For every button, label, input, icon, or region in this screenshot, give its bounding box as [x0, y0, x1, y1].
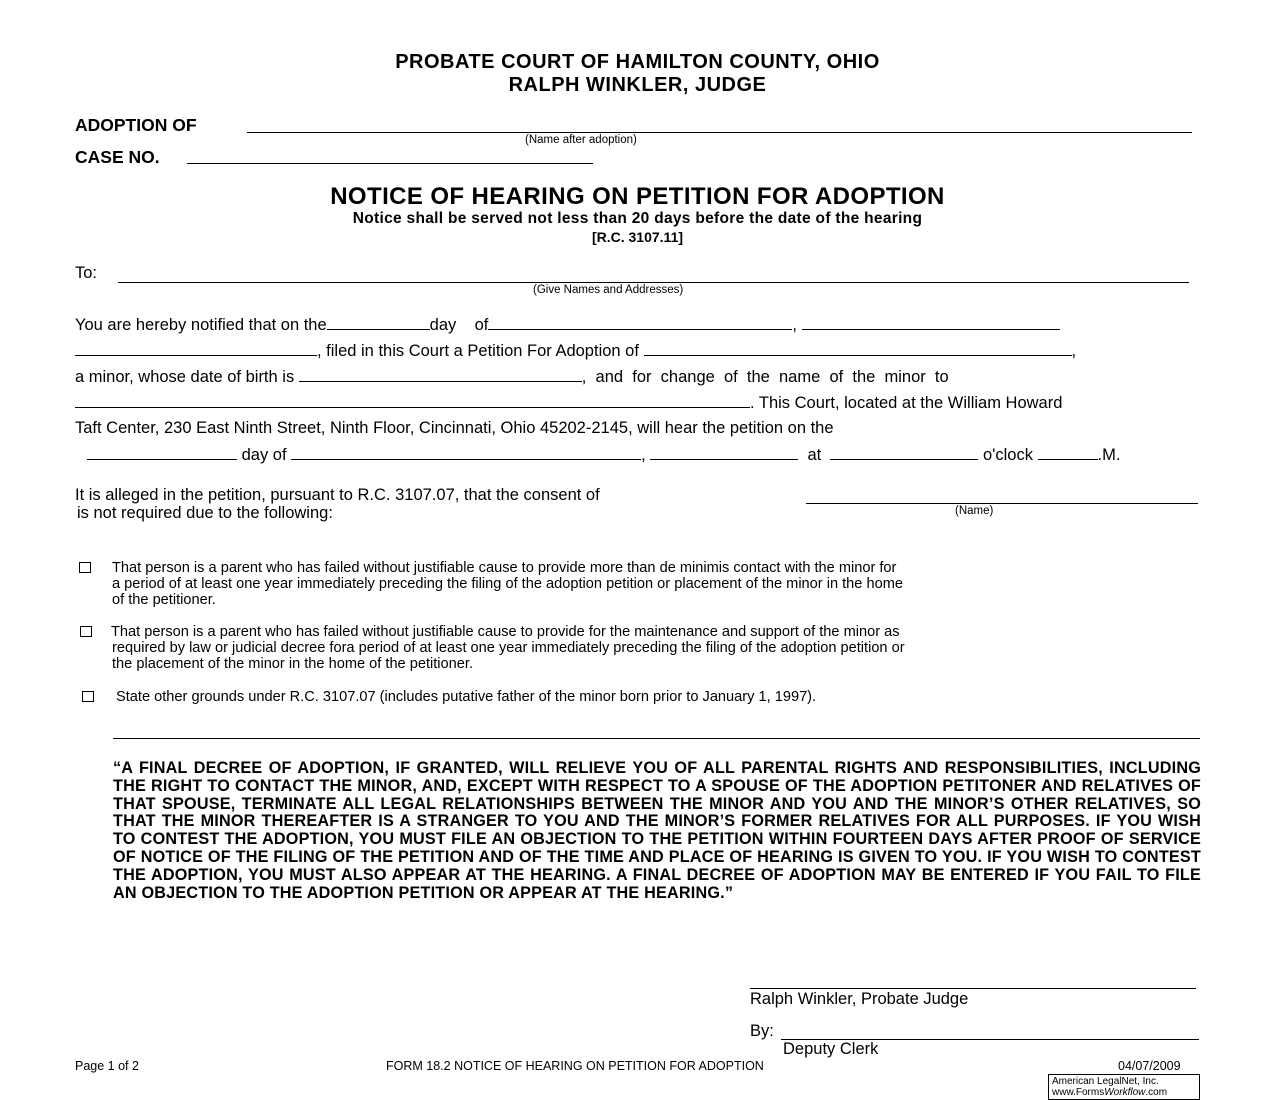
- body-line-2: [75, 341, 1076, 361]
- am-pm-field[interactable]: [1038, 445, 1098, 460]
- ground-3-text: [116, 689, 816, 705]
- body-line-1: [75, 315, 1060, 335]
- hearing-year-field[interactable]: [650, 445, 798, 460]
- consent-line-1: It is alleged in the petition, pursuant to R.C. 3107.07, that the consent of: [75, 486, 600, 504]
- consent-name-field[interactable]: [806, 503, 1198, 504]
- ground-3-checkbox[interactable]: [82, 691, 94, 702]
- to-hint: (Give Names and Addresses): [533, 284, 684, 296]
- judge-signature-line[interactable]: [750, 988, 1196, 989]
- text: of: [474, 316, 489, 334]
- filing-month-field[interactable]: [488, 315, 792, 330]
- vendor-name: American LegalNet, Inc.: [1052, 1076, 1159, 1087]
- petitioner-field[interactable]: [75, 341, 317, 356]
- text: , filed in this Court a Petition For Adoption of: [317, 342, 639, 360]
- ground-2-text: [111, 624, 905, 672]
- text: day of: [241, 446, 287, 464]
- text: .M.: [1097, 446, 1121, 464]
- text: ,: [641, 446, 646, 464]
- adoption-of-label: ADOPTION OF: [75, 115, 197, 135]
- body-line-3: [75, 367, 949, 387]
- to-field[interactable]: [118, 282, 1189, 283]
- form-date: 04/07/2009: [1118, 1059, 1181, 1073]
- body-line-4: [75, 393, 1062, 413]
- ground-1-text: [112, 560, 903, 608]
- text: Workflow: [1104, 1087, 1146, 1098]
- text-line: That person is a parent who has failed without justifiable cause to provide more than de minimis contact with the minor for: [112, 560, 897, 576]
- form-title: NOTICE OF HEARING ON PETITION FOR ADOPTION: [330, 183, 945, 210]
- hearing-time-field[interactable]: [830, 445, 978, 460]
- text-line: State other grounds under R.C. 3107.07 (includes putative father of the minor born prior to January 1, 1997).: [116, 689, 817, 705]
- text-line: required by law or judicial decree fora period of at least one year immediately preceding the filing of the adoption petition or: [112, 640, 905, 656]
- text: day: [429, 316, 457, 334]
- text: , and for change of the name of the minor to: [581, 368, 949, 386]
- text: ,: [792, 316, 797, 334]
- vendor-site: [1052, 1087, 1196, 1098]
- text-line: a period of at least one year immediately preceding the filing of the adoption petition or placement of the minor in the home: [112, 576, 903, 592]
- court-name: PROBATE COURT OF HAMILTON COUNTY, OHIO: [395, 51, 880, 73]
- text: at: [807, 446, 822, 464]
- text-line: the placement of the minor in the home of the petitioner.: [112, 656, 474, 672]
- ground-1-checkbox[interactable]: [79, 562, 91, 573]
- page-number: Page 1 of 2: [75, 1059, 139, 1073]
- ground-2-checkbox[interactable]: [80, 626, 92, 637]
- by-label: By:: [750, 1022, 774, 1040]
- body-line-6: [87, 445, 1120, 465]
- new-name-field[interactable]: [75, 393, 750, 408]
- filing-year-field[interactable]: [802, 315, 1060, 330]
- case-no-field[interactable]: [187, 163, 593, 164]
- text: You are hereby notified that on the: [75, 316, 327, 334]
- judge-signature-label: Ralph Winkler, Probate Judge: [750, 990, 969, 1008]
- to-label: To:: [75, 264, 98, 282]
- statute-reference: [R.C. 3107.11]: [591, 229, 684, 245]
- deputy-clerk-label: Deputy Clerk: [783, 1040, 879, 1058]
- text: o'clock: [983, 446, 1033, 464]
- text-line: That person is a parent who has failed without justifiable cause to provide for the maintenance and support of the minor as: [111, 624, 900, 640]
- minor-name-field[interactable]: [644, 341, 1072, 356]
- hearing-month-field[interactable]: [291, 445, 641, 460]
- body-line-5: Taft Center, 230 East Ninth Street, Ninth Floor, Cincinnati, Ohio 45202-2145, will hear the petition on the: [75, 419, 834, 437]
- vendor-logo: [1048, 1074, 1200, 1100]
- case-no-label: CASE NO.: [75, 147, 160, 167]
- form-subtitle: Notice shall be served not less than 20 days before the date of the hearing: [352, 210, 923, 227]
- judge-name: RALPH WINKLER, JUDGE: [508, 74, 767, 96]
- adoption-name-hint: (Name after adoption): [525, 134, 637, 146]
- text: www.Forms: [1052, 1087, 1105, 1098]
- text: a minor, whose date of birth is: [75, 368, 295, 386]
- legal-warning: “A FINAL DECREE OF ADOPTION, IF GRANTED, WILL RELIEVE YOU OF ALL PARENTAL RIGHTS AND RESPONSIBILITIES, INCLUDING THE RIGHT TO CONTACT THE MINOR, AND, EXCEPT WITH RESPECT TO A SPOUSE OF THE ADOPTION PETITONER AND RELATIVES OF THAT SPOUSE, TERMINATE ALL LEGAL RELATIONSHIPS BETWEEN THE MINOR AND YOU AND THE MINOR’S OTHER RELATIVES, SO THAT THE MINOR THEREAFTER IS A STRANGER TO YOU AND THE MINOR’S FORMER RELATIVES FOR ALL PURPOSES. IF YOU WISH TO CONTEST THE ADOPTION, YOU MUST FILE AN OBJECTION TO THE PETITION WITHIN FOURTEEN DAYS AFTER PROOF OF SERVICE OF NOTICE OF THE FILING OF THE PETITION AND OF THE TIME AND PLACE OF HEARING IS GIVEN TO YOU. IF YOU WISH TO CONTEST THE ADOPTION, YOU MUST ALSO APPEAR AT THE HEARING. A FINAL DECREE OF ADOPTION MAY BE ENTERED IF YOU FAIL TO FILE AN OBJECTION TO THE ADOPTION PETITION OR APPEAR AT THE HEARING.”: [113, 759, 1201, 902]
- text: ,: [1071, 342, 1077, 360]
- hearing-day-field[interactable]: [87, 445, 237, 460]
- other-grounds-field[interactable]: [113, 738, 1200, 739]
- birth-date-field[interactable]: [299, 367, 582, 382]
- text: . This Court, located at the William Howard: [750, 394, 1063, 412]
- consent-line-2: is not required due to the following:: [77, 504, 333, 522]
- text: .com: [1145, 1087, 1168, 1098]
- form-number: FORM 18.2 NOTICE OF HEARING ON PETITION FOR ADOPTION: [386, 1059, 764, 1073]
- text-line: of the petitioner.: [112, 592, 216, 608]
- consent-name-hint: (Name): [955, 505, 994, 517]
- filing-day-field[interactable]: [327, 315, 430, 330]
- adoption-name-field[interactable]: [247, 132, 1192, 133]
